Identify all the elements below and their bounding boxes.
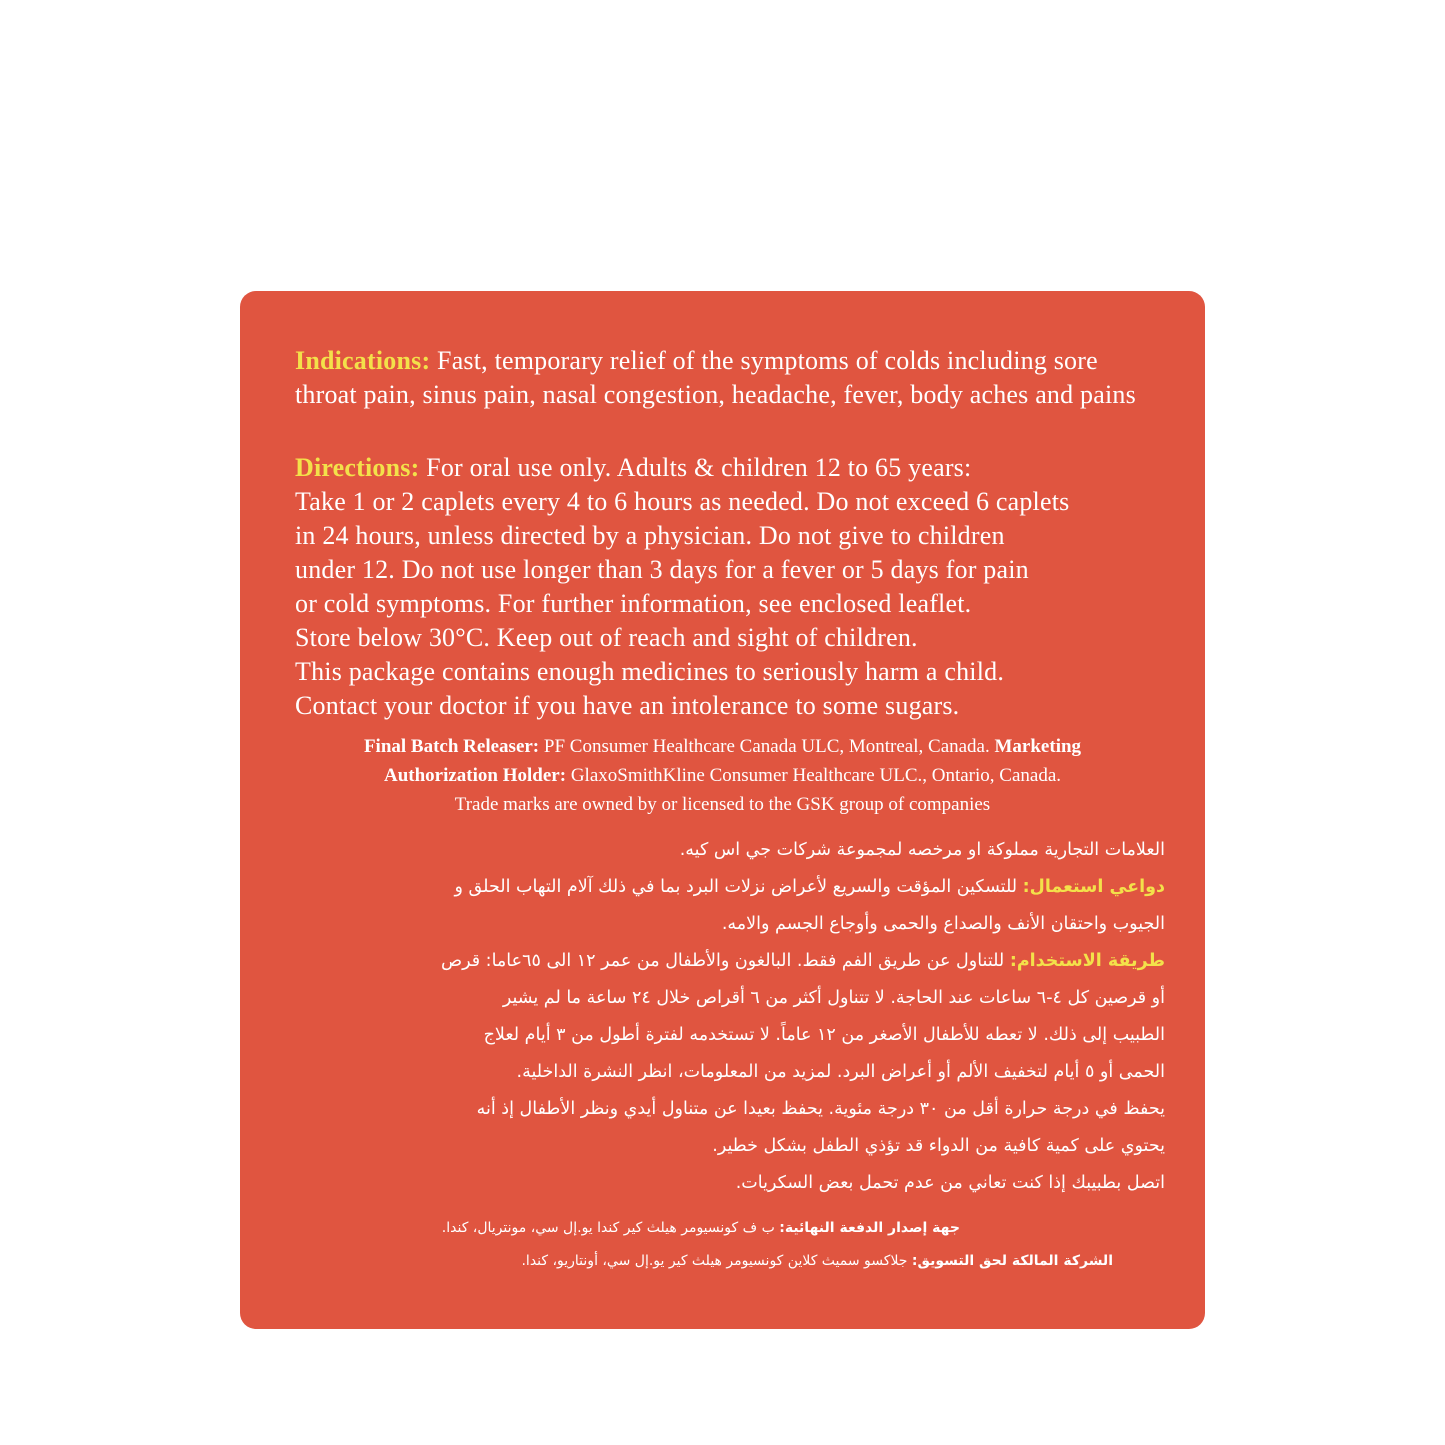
- indications-label: Indications:: [295, 346, 431, 375]
- final-batch-text: PF Consumer Healthcare Canada ULC, Montreal, Canada.: [543, 736, 990, 757]
- ar-directions-line: الحمى أو ٥ أيام لتخفيف الألم أو أعراض البرد. لمزيد من المعلومات، انظر النشرة الداخلية.: [516, 1062, 1165, 1082]
- ar-directions-line: يحتوي على كمية كافية من الدواء قد تؤذي الطفل بشكل خطير.: [712, 1136, 1165, 1156]
- directions-line: [295, 451, 1165, 485]
- ar-batch-line: [442, 1220, 960, 1236]
- ar-directions-line: [441, 951, 1165, 971]
- manufacturer-info: [280, 732, 1165, 819]
- directions-line: under 12. Do not use longer than 3 days for a fever or 5 days for pain: [295, 555, 1029, 584]
- directions-line: This package contains enough medicines to seriously harm a child.: [295, 657, 1005, 686]
- directions-paragraph: [295, 451, 1165, 723]
- product-label-panel: [240, 291, 1205, 1329]
- ar-indications-line-2: الجيوب واحتقان الأنف والصداع والحمى وأوجاع الجسم والامه.: [721, 914, 1165, 934]
- ar-marketing-label: الشركة المالكة لحق التسويق:: [911, 1253, 1113, 1269]
- ar-directions-line: الطبيب إلى ذلك. لا تعطه للأطفال الأصغر من ١٢ عاماً. لا تستخدمه لفترة أطول من ٣ أيام لعلاج: [483, 1025, 1165, 1045]
- ar-indications-label: دواعي استعمال:: [1022, 877, 1165, 897]
- directions-text: For oral use only. Adults & children 12 to 65 years:: [426, 453, 972, 482]
- ar-directions-label: طريقة الاستخدام:: [1009, 951, 1165, 971]
- ar-indications-text: للتسكين المؤقت والسريع لأعراض نزلات البرد بما في ذلك آلام التهاب الحلق و: [454, 877, 1018, 897]
- indications-text: Fast, temporary relief of the symptoms of colds including sore throat pain, sinus pain, nasal congestion, headache, fever, body aches and pains: [295, 346, 1136, 409]
- ar-trademark-line: العلامات التجارية مملوكة او مرخصه لمجموعة شركات جي اس كيه.: [679, 840, 1165, 860]
- marketing-label: Marketing: [994, 736, 1082, 757]
- final-batch-label: Final Batch Releaser:: [363, 736, 540, 757]
- ar-batch-label: جهة إصدار الدفعة النهائية:: [779, 1220, 960, 1236]
- ar-batch-text: ب ف كونسيومر هيلث كير كندا يو.إل سي، مونتريال، كندا.: [441, 1220, 775, 1236]
- directions-line: or cold symptoms. For further information, see enclosed leaflet.: [295, 589, 972, 618]
- directions-line: Store below 30°C. Keep out of reach and sight of children.: [295, 623, 918, 652]
- directions-label: Directions:: [295, 453, 420, 482]
- marketing-text: GlaxoSmithKline Consumer Healthcare ULC., Ontario, Canada.: [570, 765, 1061, 786]
- ar-directions-text: للتناول عن طريق الفم فقط. البالغون والأطفال من عمر ١٢ الى ٦٥عاما: قرص: [440, 951, 1005, 971]
- marketing-label-cont: Authorization Holder:: [383, 765, 567, 786]
- ar-directions-line: يحفظ في درجة حرارة أقل من ٣٠ درجة مئوية. يحفظ بعيدا عن متناول أيدي ونظر الأطفال إذ أنه: [476, 1099, 1165, 1119]
- ar-indications-line: [455, 877, 1165, 897]
- indications-paragraph: [295, 344, 1165, 412]
- ar-marketing-line: [521, 1253, 1113, 1269]
- directions-line: Contact your doctor if you have an intolerance to some sugars.: [295, 691, 960, 720]
- ar-marketing-text: جلاكسو سميث كلاين كونسيومر هيلث كير يو.إل سي، أونتاريو، كندا.: [521, 1253, 908, 1269]
- directions-line: in 24 hours, unless directed by a physician. Do not give to children: [295, 521, 1005, 550]
- ar-directions-line: أو قرصين كل ٤-٦ ساعات عند الحاجة. لا تتناول أكثر من ٦ أقراص خلال ٢٤ ساعة ما لم يشير: [502, 988, 1165, 1008]
- directions-line: Take 1 or 2 caplets every 4 to 6 hours as needed. Do not exceed 6 caplets: [295, 487, 1070, 516]
- ar-directions-line: اتصل بطبيبك إذا كنت تعاني من عدم تحمل بعض السكريات.: [735, 1173, 1165, 1193]
- trademark-text: Trade marks are owned by or licensed to the GSK group of companies: [454, 794, 991, 815]
